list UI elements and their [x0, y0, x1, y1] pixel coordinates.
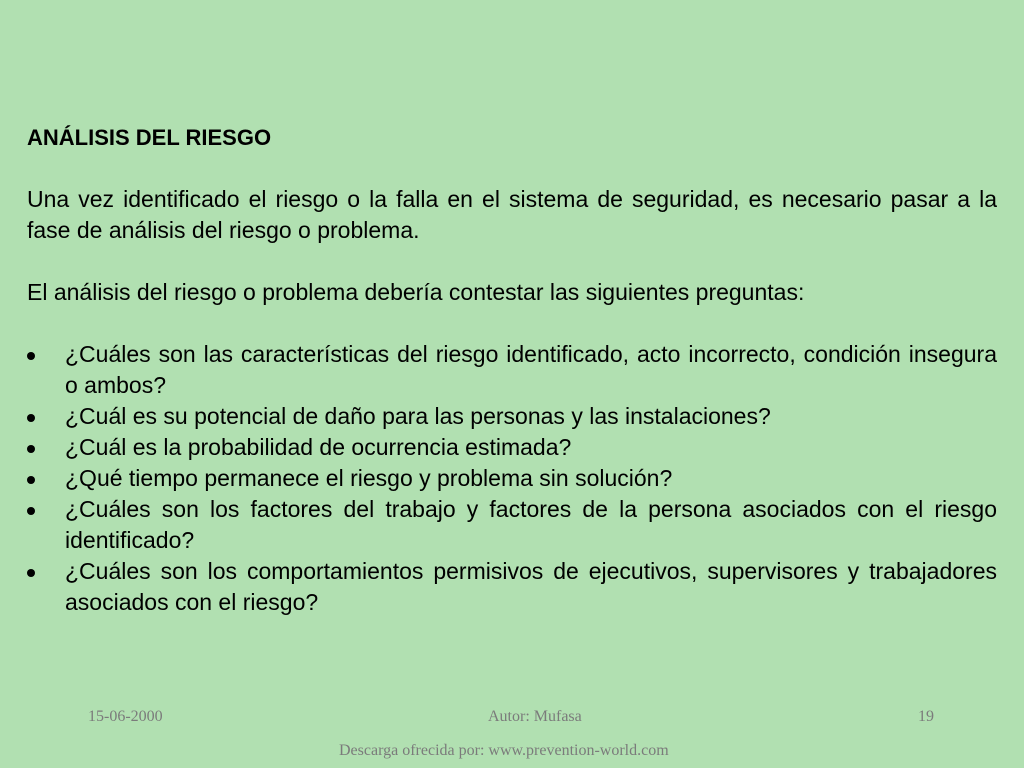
bullet-icon: [27, 414, 35, 422]
lead-paragraph: El análisis del riesgo o problema debería contestar las siguientes preguntas:: [27, 279, 805, 305]
question-text: ¿Qué tiempo permanece el riesgo y problema sin solución?: [65, 465, 673, 491]
footer-page-number: 19: [918, 708, 934, 725]
list-item: [27, 401, 997, 432]
spacer: [27, 246, 997, 277]
spacer: [27, 308, 997, 339]
question-list: [27, 339, 997, 618]
intro-paragraph: Una vez identificado el riesgo o la falla en el sistema de seguridad, es necesario pasar a la fase de análisis del riesgo o problema.: [27, 186, 997, 243]
slide-content: [27, 122, 997, 618]
bullet-icon: [27, 476, 35, 484]
bullet-icon: [27, 569, 35, 577]
bullet-icon: [27, 507, 35, 515]
list-item: [27, 463, 997, 494]
spacer: [27, 153, 997, 184]
list-item: [27, 432, 997, 463]
question-text: ¿Cuál es la probabilidad de ocurrencia estimada?: [65, 434, 572, 460]
list-item: [27, 556, 997, 618]
question-text: ¿Cuáles son los comportamientos permisivos de ejecutivos, supervisores y trabajadores asociados con el riesgo?: [65, 558, 997, 615]
list-item: [27, 339, 997, 401]
slide-title: ANÁLISIS DEL RIESGO: [27, 125, 272, 150]
question-text: ¿Cuál es su potencial de daño para las personas y las instalaciones?: [65, 403, 771, 429]
footer-source: Descarga ofrecida por: www.prevention-world.com: [339, 742, 669, 759]
bullet-icon: [27, 445, 35, 453]
bullet-icon: [27, 352, 35, 360]
footer-author: Autor: Mufasa: [488, 708, 582, 725]
footer-date: 15-06-2000: [88, 708, 163, 725]
question-text: ¿Cuáles son las características del riesgo identificado, acto incorrecto, condición insegura o ambos?: [65, 341, 997, 398]
question-text: ¿Cuáles son los factores del trabajo y factores de la persona asociados con el riesgo identificado?: [65, 496, 997, 553]
list-item: [27, 494, 997, 556]
